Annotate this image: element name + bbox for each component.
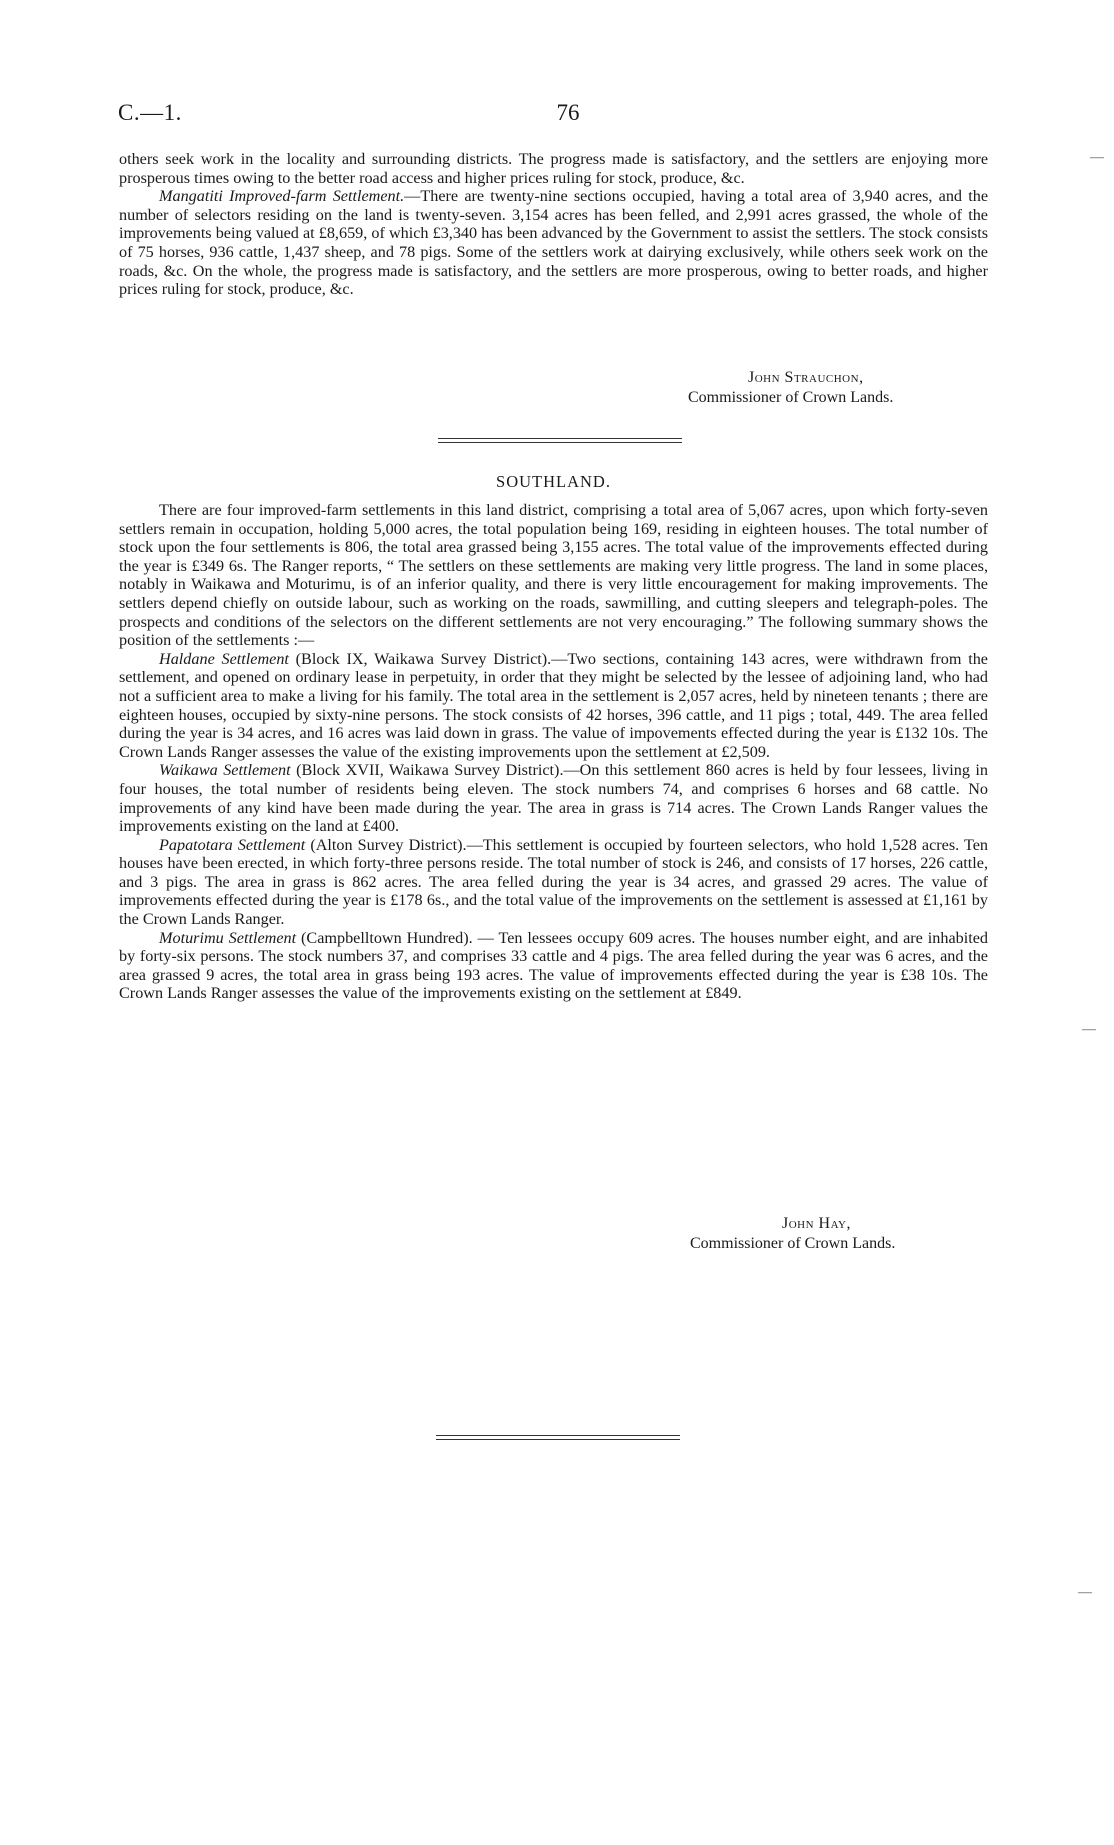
margin-mark: — <box>1078 1585 1092 1600</box>
paragraph-mangatiti <box>119 187 988 299</box>
haldane-body: (Block IX, Waikawa Survey District).—Two sections, containing 143 acres, were withdrawn from the settlement, and opened on ordinary lease in perpetuity, in order that they might be selected by the lessee of adjoining land, who had not a sufficient area to make a living for his family. The total area in the settlement is 2,057 acres, held by nineteen tenants ; there are eighteen houses, occupied by sixty-nine persons. The stock consists of 42 horses, 396 cattle, and 11 pigs ; total, 449. The area felled during the year is 34 acres, and 16 acres was laid down in grass. The value of impovements effected during the year is £132 10s. The Crown Lands Ranger assesses the value of the existing improvements upon the settlement at £2,509. <box>119 649 988 761</box>
margin-mark: — <box>1082 1022 1096 1037</box>
paragraph-continuation: others seek work in the locality and surrounding districts. The progress made is satisfactory, and the settlers are enjoying more prosperous times owing to the better road access and higher prices ruling for stock, produce, &c. <box>119 150 988 187</box>
document-reference: C.—1. <box>118 100 182 125</box>
mangatiti-title: Mangatiti Improved-farm Settlement. <box>159 187 405 206</box>
end-rule <box>436 1435 680 1440</box>
signature-name-2: John Hay, <box>782 1215 851 1232</box>
page-header <box>118 100 988 130</box>
mangatiti-body: —There are twenty-nine sections occupied, having a total area of 3,940 acres, and the number of selectors residing on the land is twenty-seven. 3,154 acres has been felled, and 2,991 acres grassed, the whole of the improvements being valued at £8,659, of which £3,340 has been advanced by the Government to assist the settlers. The stock consists of 75 horses, 936 cattle, 1,437 sheep, and 78 pigs. Some of the settlers work at dairying exclusively, while others seek work on the roads, &c. On the whole, the progress made is satisfactory, and the settlers are more prosperous, owing to better roads, and higher prices ruling for stock, produce, &c. <box>119 187 989 299</box>
margin-mark: — <box>1090 150 1104 165</box>
paragraph-southland-intro: There are four improved-farm settlements in this land district, comprising a total area of 5,067 acres, upon which forty-seven settlers remain in occupation, holding 5,000 acres, the total population being 169, residing in eighteen houses. The total number of stock upon the four settlements is 806, the total area grassed being 3,155 acres. The total value of the improvements effected during the year is £349 6s. The Ranger reports, “ The settlers on these settlements are making very little progress. The land in some places, notably in Waikawa and Moturimu, is of an inferior quality, and there is very little encouragement for making improvements. The settlers depend chiefly on outside labour, such as working on the roads, sawmilling, and cutting sleepers and telegraph-poles. The prospects and conditions of the selectors on the different settlements are not very encouraging.” The following summary shows the position of the settlements :— <box>119 501 988 650</box>
section-continuation <box>119 150 988 299</box>
waikawa-body: (Block XVII, Waikawa Survey District).—On this settlement 860 acres is held by four lessees, living in four houses, the total number of residents being eleven. The stock numbers 74, and comprises 6 horses and 68 cattle. No improvements of any kind have been made during the year. The area in grass is 714 acres. The Crown Lands Ranger values the improvements existing on the land at £400. <box>119 761 988 836</box>
moturimu-body: (Campbelltown Hundred). — Ten lessees occupy 609 acres. The houses number eight, and are inhabited by forty-six persons. The stock numbers 37, and comprises 33 cattle and 4 pigs. The area felled during the year was 6 acres, and the area grassed 9 acres, the total area in grass being 193 acres. The value of improvements effected during the year is £38 10s. The Crown Lands Ranger assesses the value of the improvements existing on the settlement at £849. <box>119 928 988 1003</box>
section-southland <box>119 501 988 1003</box>
moturimu-title: Moturimu Settlement <box>159 928 297 947</box>
paragraph-moturimu <box>119 929 988 1003</box>
page-number: 76 <box>556 100 580 125</box>
signature-name-1: John Strauchon, <box>748 369 864 386</box>
signature-title-1: Commissioner of Crown Lands. <box>688 389 894 406</box>
signature-title-2: Commissioner of Crown Lands. <box>690 1235 896 1252</box>
paragraph-papatotara <box>119 836 988 929</box>
papatotara-title: Papatotara Settlement <box>159 835 306 854</box>
paragraph-waikawa <box>119 761 988 835</box>
waikawa-title: Waikawa Settlement <box>159 761 291 780</box>
papatotara-body: (Alton Survey District).—This settlement is occupied by fourteen selectors, who hold 1,528 acres. Ten houses have been erected, in which forty-three persons reside. The total number of stock is 246, and consists of 17 horses, 226 cattle, and 3 pigs. The area in grass is 862 acres. The area felled during the year is 34 acres, and grassed 29 acres. The value of improvements effected during the year is £178 6s., and the total value of the improvements on the settlement is assessed at £1,161 by the Crown Lands Ranger. <box>119 835 988 929</box>
haldane-title: Haldane Settlement <box>159 649 289 668</box>
section-heading-southland: SOUTHLAND. <box>496 472 611 491</box>
divider-rule <box>438 438 682 443</box>
paragraph-haldane <box>119 650 988 762</box>
